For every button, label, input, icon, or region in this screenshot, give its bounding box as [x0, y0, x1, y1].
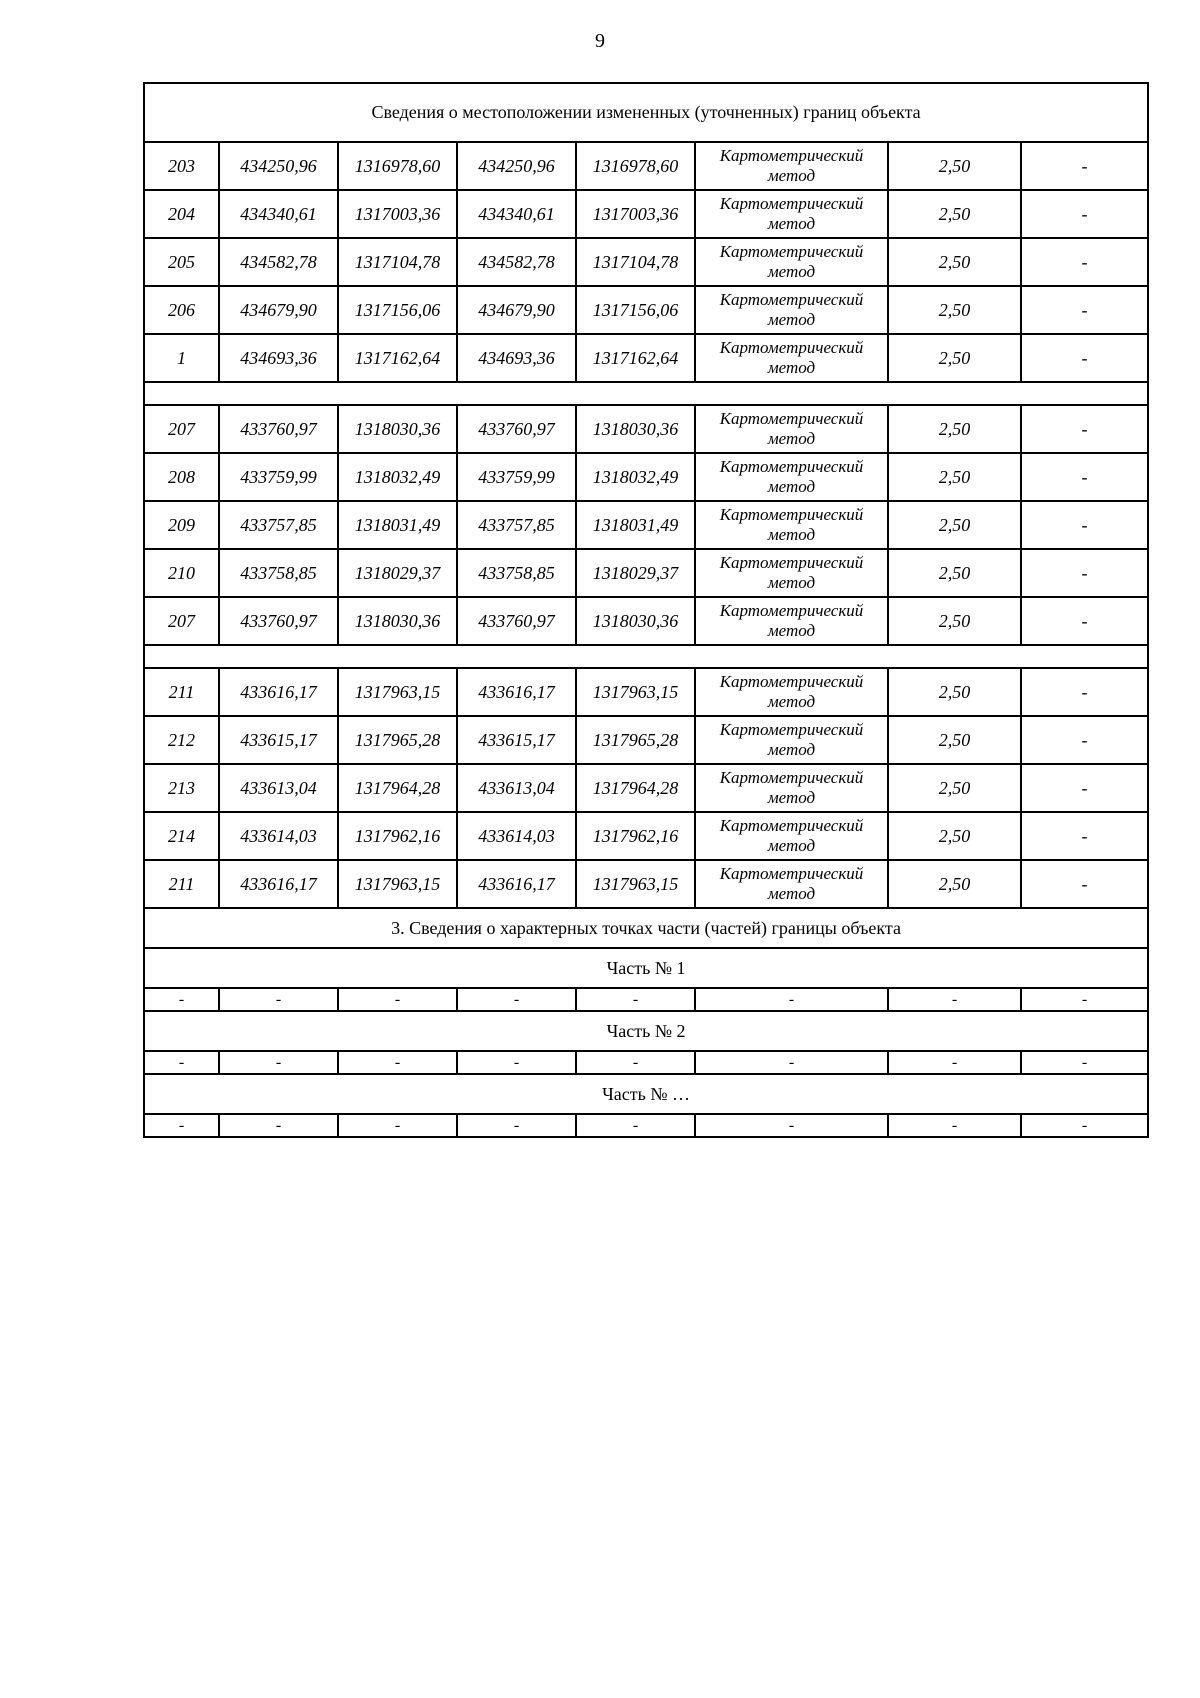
group-separator-cell [144, 382, 1148, 405]
x-existing-cell: 433614,03 [219, 812, 338, 860]
point-number-cell: - [144, 988, 219, 1011]
method-cell: Картометрический метод [695, 597, 888, 645]
x-existing-cell: 434693,36 [219, 334, 338, 382]
x-refined-cell: - [457, 988, 576, 1011]
section3-row [144, 908, 1148, 948]
x-existing-cell: 433757,85 [219, 501, 338, 549]
table-row [144, 812, 1148, 860]
method-cell: - [695, 1114, 888, 1137]
y-refined-cell: - [576, 1114, 695, 1137]
part-points-row [144, 1114, 1148, 1137]
description-cell: - [1021, 190, 1148, 238]
accuracy-cell: 2,50 [888, 190, 1021, 238]
accuracy-cell: 2,50 [888, 334, 1021, 382]
accuracy-cell: - [888, 1051, 1021, 1074]
y-existing-cell: - [338, 1051, 457, 1074]
accuracy-cell: 2,50 [888, 549, 1021, 597]
y-refined-cell: 1317963,15 [576, 668, 695, 716]
x-refined-cell: - [457, 1114, 576, 1137]
x-existing-cell: 433760,97 [219, 597, 338, 645]
y-refined-cell: 1316978,60 [576, 142, 695, 190]
point-number-cell: 207 [144, 405, 219, 453]
part-points-row [144, 988, 1148, 1011]
y-existing-cell: - [338, 1114, 457, 1137]
point-number-cell: 204 [144, 190, 219, 238]
point-number-cell: 210 [144, 549, 219, 597]
part-label: Часть № … [144, 1074, 1148, 1114]
accuracy-cell: 2,50 [888, 812, 1021, 860]
x-refined-cell: 433760,97 [457, 405, 576, 453]
x-refined-cell: 433616,17 [457, 860, 576, 908]
method-cell: - [695, 1051, 888, 1074]
point-number-cell: 211 [144, 668, 219, 716]
x-refined-cell: 433616,17 [457, 668, 576, 716]
point-number-cell: 207 [144, 597, 219, 645]
y-refined-cell: 1318030,36 [576, 597, 695, 645]
y-existing-cell: 1317104,78 [338, 238, 457, 286]
table-row [144, 142, 1148, 190]
x-existing-cell: 433760,97 [219, 405, 338, 453]
x-existing-cell: 434679,90 [219, 286, 338, 334]
method-cell: Картометрический метод [695, 190, 888, 238]
table-row [144, 453, 1148, 501]
y-refined-cell: 1318032,49 [576, 453, 695, 501]
title-row [144, 83, 1148, 142]
description-cell: - [1021, 453, 1148, 501]
method-cell: Картометрический метод [695, 453, 888, 501]
x-refined-cell: 434582,78 [457, 238, 576, 286]
description-cell: - [1021, 286, 1148, 334]
y-existing-cell: 1317962,16 [338, 812, 457, 860]
section3-title: 3. Сведения о характерных точках части (частей) границы объекта [144, 908, 1148, 948]
x-refined-cell: 433757,85 [457, 501, 576, 549]
accuracy-cell: - [888, 988, 1021, 1011]
y-existing-cell: 1318031,49 [338, 501, 457, 549]
y-refined-cell: - [576, 1051, 695, 1074]
table-row [144, 549, 1148, 597]
table-row [144, 597, 1148, 645]
point-number-cell: 1 [144, 334, 219, 382]
description-cell: - [1021, 597, 1148, 645]
description-cell: - [1021, 1051, 1148, 1074]
y-existing-cell: - [338, 988, 457, 1011]
part-label: Часть № 1 [144, 948, 1148, 988]
accuracy-cell: 2,50 [888, 860, 1021, 908]
method-cell: Картометрический метод [695, 334, 888, 382]
x-refined-cell: 434250,96 [457, 142, 576, 190]
method-cell: Картометрический метод [695, 549, 888, 597]
x-existing-cell: 434582,78 [219, 238, 338, 286]
y-refined-cell: 1317964,28 [576, 764, 695, 812]
description-cell: - [1021, 668, 1148, 716]
part-label-row [144, 948, 1148, 988]
y-existing-cell: 1317963,15 [338, 860, 457, 908]
point-number-cell: 214 [144, 812, 219, 860]
y-existing-cell: 1318029,37 [338, 549, 457, 597]
table-row [144, 286, 1148, 334]
x-existing-cell: 434250,96 [219, 142, 338, 190]
part-label-row [144, 1074, 1148, 1114]
x-existing-cell: 434340,61 [219, 190, 338, 238]
point-number-cell: 209 [144, 501, 219, 549]
x-refined-cell: 434679,90 [457, 286, 576, 334]
method-cell: Картометрический метод [695, 238, 888, 286]
description-cell: - [1021, 142, 1148, 190]
y-existing-cell: 1318030,36 [338, 597, 457, 645]
table-row [144, 405, 1148, 453]
x-existing-cell: - [219, 1114, 338, 1137]
y-refined-cell: 1317965,28 [576, 716, 695, 764]
y-refined-cell: 1317962,16 [576, 812, 695, 860]
accuracy-cell: 2,50 [888, 501, 1021, 549]
x-existing-cell: 433615,17 [219, 716, 338, 764]
description-cell: - [1021, 405, 1148, 453]
method-cell: Картометрический метод [695, 286, 888, 334]
point-number-cell: 203 [144, 142, 219, 190]
accuracy-cell: 2,50 [888, 597, 1021, 645]
x-refined-cell: 434340,61 [457, 190, 576, 238]
description-cell: - [1021, 860, 1148, 908]
method-cell: Картометрический метод [695, 501, 888, 549]
method-cell: Картометрический метод [695, 668, 888, 716]
method-cell: Картометрический метод [695, 812, 888, 860]
accuracy-cell: 2,50 [888, 405, 1021, 453]
table-row [144, 764, 1148, 812]
y-existing-cell: 1317156,06 [338, 286, 457, 334]
description-cell: - [1021, 501, 1148, 549]
description-cell: - [1021, 764, 1148, 812]
y-refined-cell: - [576, 988, 695, 1011]
method-cell: Картометрический метод [695, 764, 888, 812]
table-row [144, 334, 1148, 382]
accuracy-cell: 2,50 [888, 764, 1021, 812]
description-cell: - [1021, 334, 1148, 382]
table-row [144, 501, 1148, 549]
page-number: 9 [595, 30, 605, 52]
x-existing-cell: 433613,04 [219, 764, 338, 812]
method-cell: Картометрический метод [695, 405, 888, 453]
point-number-cell: - [144, 1051, 219, 1074]
part-label-row [144, 1011, 1148, 1051]
y-existing-cell: 1318032,49 [338, 453, 457, 501]
accuracy-cell: 2,50 [888, 142, 1021, 190]
y-refined-cell: 1317162,64 [576, 334, 695, 382]
part-label: Часть № 2 [144, 1011, 1148, 1051]
description-cell: - [1021, 238, 1148, 286]
point-number-cell: 211 [144, 860, 219, 908]
y-refined-cell: 1318030,36 [576, 405, 695, 453]
x-refined-cell: - [457, 1051, 576, 1074]
accuracy-cell: 2,50 [888, 716, 1021, 764]
table-row [144, 238, 1148, 286]
accuracy-cell: 2,50 [888, 238, 1021, 286]
x-refined-cell: 433758,85 [457, 549, 576, 597]
y-existing-cell: 1317964,28 [338, 764, 457, 812]
x-refined-cell: 433759,99 [457, 453, 576, 501]
point-number-cell: 205 [144, 238, 219, 286]
accuracy-cell: 2,50 [888, 453, 1021, 501]
table-title: Сведения о местоположении измененных (уточненных) границ объекта [144, 83, 1148, 142]
table-row [144, 668, 1148, 716]
point-number-cell: 212 [144, 716, 219, 764]
point-number-cell: 208 [144, 453, 219, 501]
description-cell: - [1021, 716, 1148, 764]
y-existing-cell: 1316978,60 [338, 142, 457, 190]
y-refined-cell: 1318029,37 [576, 549, 695, 597]
y-refined-cell: 1317104,78 [576, 238, 695, 286]
group-separator-cell [144, 645, 1148, 668]
description-cell: - [1021, 1114, 1148, 1137]
x-refined-cell: 433613,04 [457, 764, 576, 812]
x-existing-cell: 433759,99 [219, 453, 338, 501]
y-existing-cell: 1317965,28 [338, 716, 457, 764]
x-existing-cell: 433758,85 [219, 549, 338, 597]
y-refined-cell: 1317963,15 [576, 860, 695, 908]
group-separator-row [144, 382, 1148, 405]
y-refined-cell: 1318031,49 [576, 501, 695, 549]
table-row [144, 716, 1148, 764]
point-number-cell: 206 [144, 286, 219, 334]
description-cell: - [1021, 812, 1148, 860]
x-refined-cell: 433614,03 [457, 812, 576, 860]
accuracy-cell: - [888, 1114, 1021, 1137]
method-cell: Картометрический метод [695, 142, 888, 190]
y-refined-cell: 1317156,06 [576, 286, 695, 334]
x-existing-cell: 433616,17 [219, 860, 338, 908]
point-number-cell: 213 [144, 764, 219, 812]
boundary-coordinates-table [143, 82, 1149, 1138]
table-row [144, 860, 1148, 908]
x-existing-cell: - [219, 1051, 338, 1074]
x-refined-cell: 433615,17 [457, 716, 576, 764]
y-existing-cell: 1318030,36 [338, 405, 457, 453]
y-refined-cell: 1317003,36 [576, 190, 695, 238]
description-cell: - [1021, 549, 1148, 597]
x-refined-cell: 433760,97 [457, 597, 576, 645]
y-existing-cell: 1317963,15 [338, 668, 457, 716]
x-existing-cell: 433616,17 [219, 668, 338, 716]
x-existing-cell: - [219, 988, 338, 1011]
x-refined-cell: 434693,36 [457, 334, 576, 382]
table-row [144, 190, 1148, 238]
group-separator-row [144, 645, 1148, 668]
accuracy-cell: 2,50 [888, 668, 1021, 716]
method-cell: Картометрический метод [695, 860, 888, 908]
y-existing-cell: 1317003,36 [338, 190, 457, 238]
part-points-row [144, 1051, 1148, 1074]
point-number-cell: - [144, 1114, 219, 1137]
method-cell: Картометрический метод [695, 716, 888, 764]
y-existing-cell: 1317162,64 [338, 334, 457, 382]
method-cell: - [695, 988, 888, 1011]
accuracy-cell: 2,50 [888, 286, 1021, 334]
description-cell: - [1021, 988, 1148, 1011]
